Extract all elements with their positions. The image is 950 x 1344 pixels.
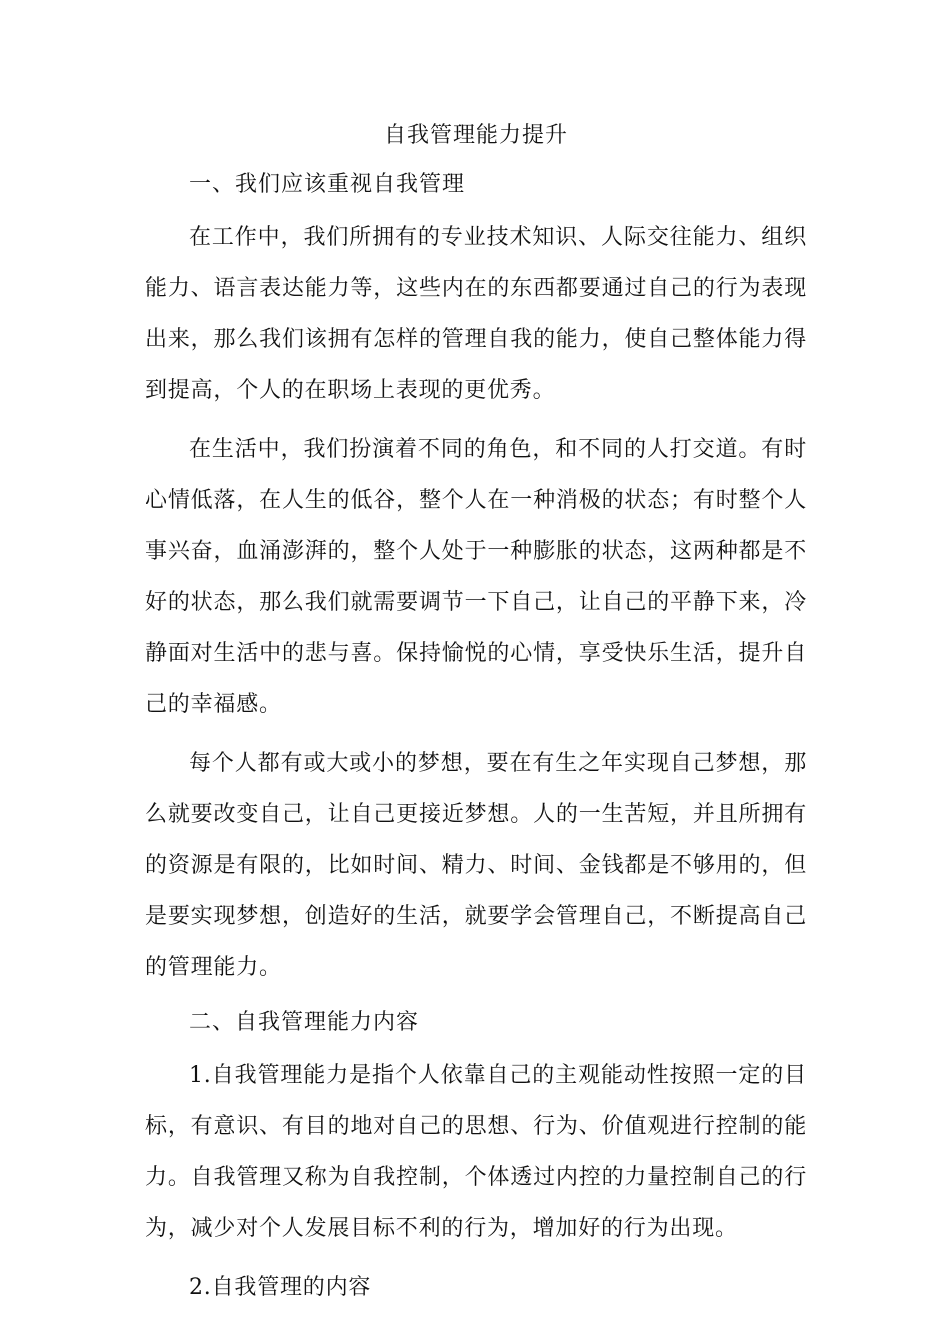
- paragraph-life: 在生活中，我们扮演着不同的角色，和不同的人打交道。有时心情低落，在人生的低谷，整个人在一种消极的状态；有时整个人事兴奋，血涌澎湃的，整个人处于一种膨胀的状态，这两种都是不好的状态，那么我们就需要调节一下自己，让自己的平静下来，冷静面对生活中的悲与喜。保持愉悦的心情，享受快乐生活，提升自己的幸福感。: [145, 437, 807, 717]
- document-body: [145, 118, 807, 1313]
- document-title: 自我管理能力提升: [383, 123, 568, 148]
- section-heading-1: 一、我们应该重视自我管理: [189, 172, 466, 197]
- paragraph-dream: 每个人都有或大或小的梦想，要在有生之年实现自己梦想，那么就要改变自己，让自己更接近梦想。人的一生苦短，并且所拥有的资源是有限的，比如时间、精力、时间、金钱都是不够用的，但是要实现梦想，创造好的生活，就要学会管理自己，不断提高自己的管理能力。: [145, 751, 807, 980]
- paragraph-definition: 1.自我管理能力是指个人依靠自己的主观能动性按照一定的目标，有意识、有目的地对自己的思想、行为、价值观进行控制的能力。自我管理又称为自我控制，个体透过内控的力量控制自己的行为，减少对个人发展目标不利的行为，增加好的行为出现。: [145, 1063, 807, 1241]
- paragraph-work: 在工作中，我们所拥有的专业技术知识、人际交往能力、组织能力、语言表达能力等，这些内在的东西都要通过自己的行为表现出来，那么我们该拥有怎样的管理自我的能力，使自己整体能力得到提高，个人的在职场上表现的更优秀。: [145, 225, 807, 403]
- section-heading-2: 二、自我管理能力内容: [189, 1010, 420, 1035]
- paragraph-content-heading: 2.自我管理的内容: [189, 1275, 372, 1300]
